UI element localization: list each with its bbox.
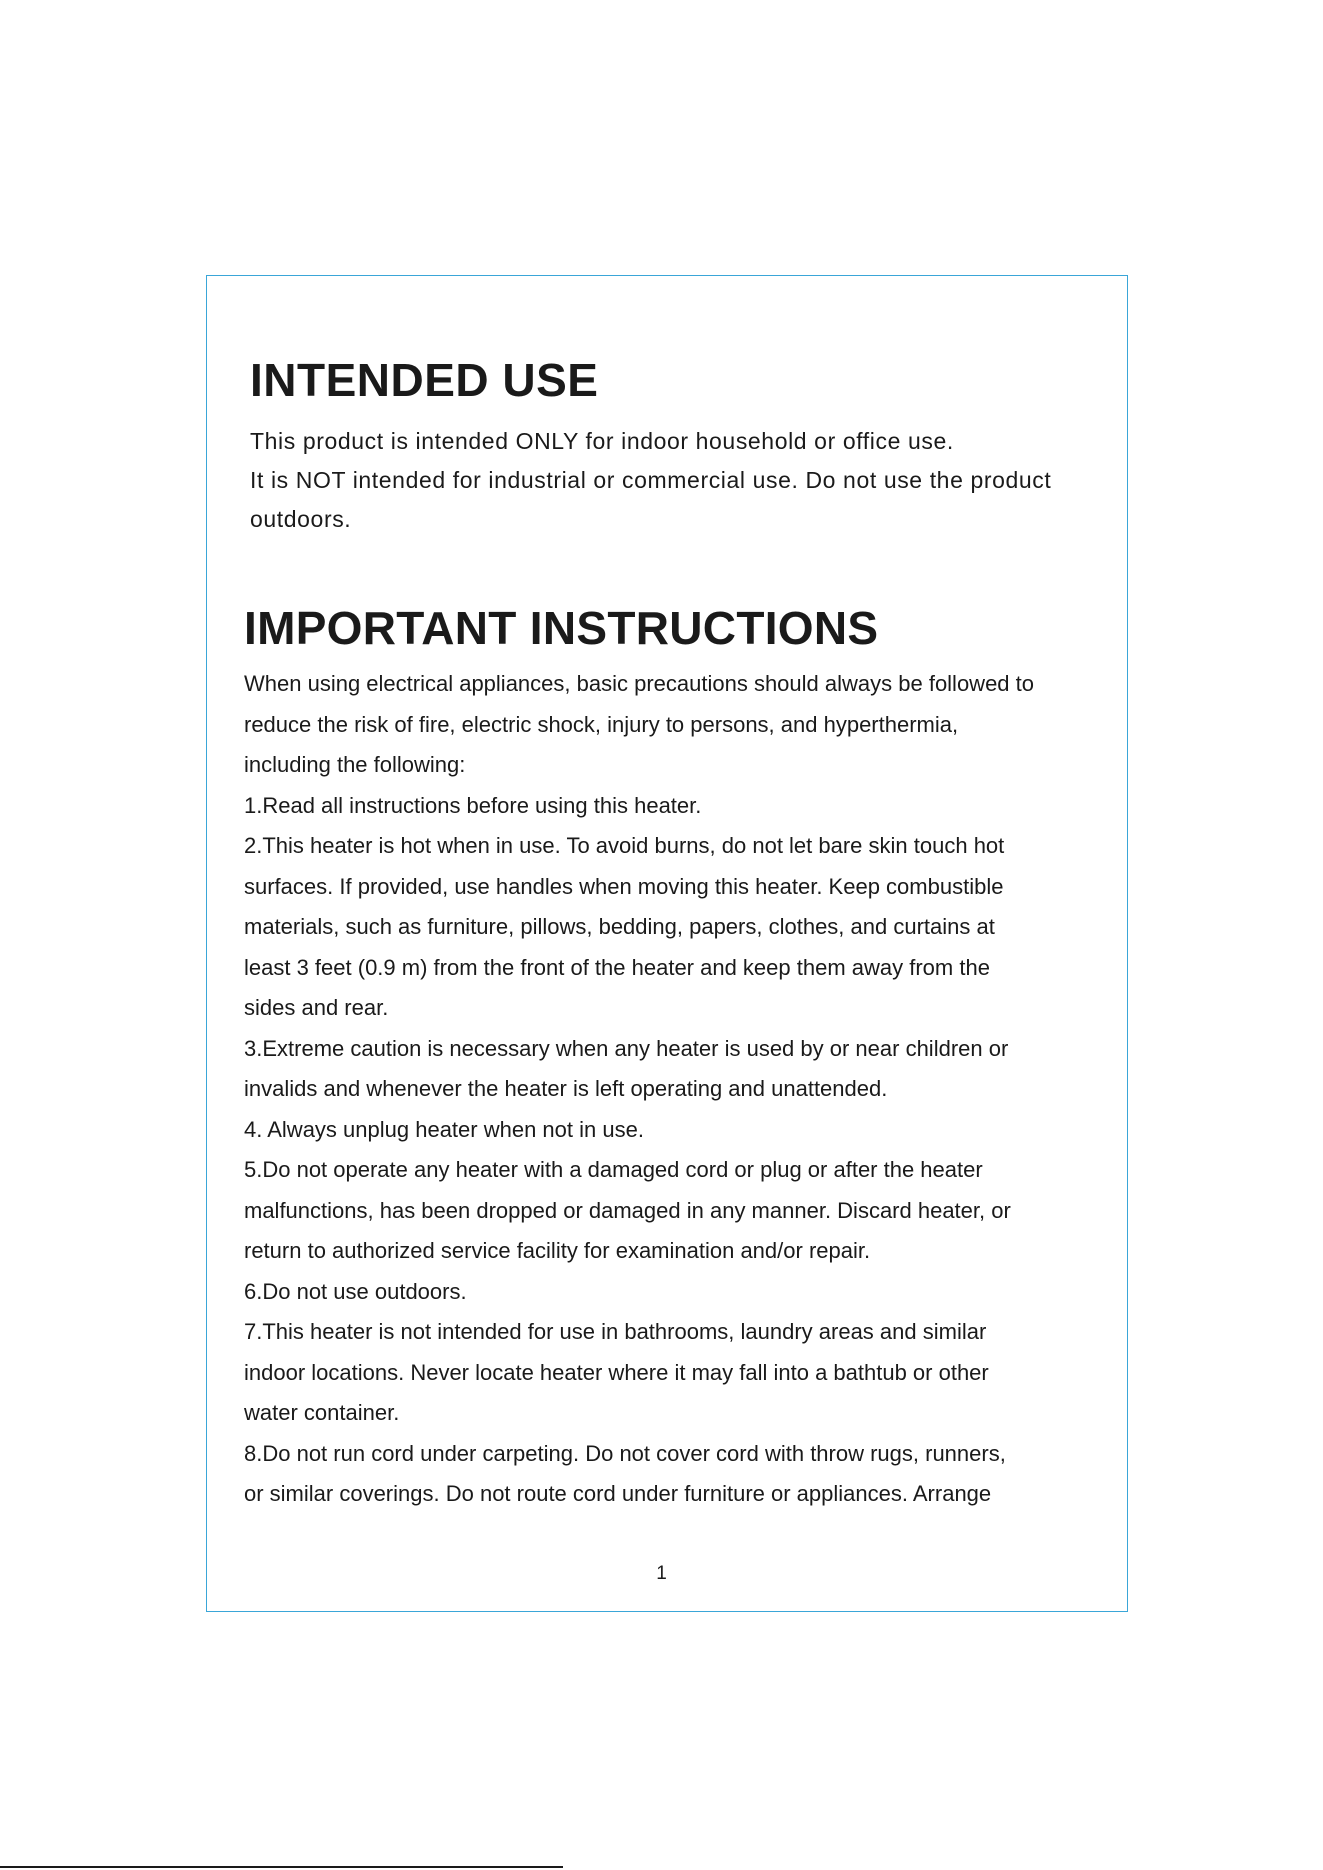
instruction-line: water container. xyxy=(244,1400,400,1425)
instruction-line: return to authorized service facility for examination and/or repair. xyxy=(244,1238,871,1263)
instruction-line: 1.Read all instructions before using this heater. xyxy=(244,792,702,818)
important-instructions-section xyxy=(244,600,1084,1515)
instruction-line: 3.Extreme caution is necessary when any heater is used by or near children or xyxy=(244,1035,1009,1061)
instruction-line: sides and rear. xyxy=(244,995,389,1020)
intended-use-section xyxy=(250,352,1110,539)
instruction-line: 6.Do not use outdoors. xyxy=(244,1278,467,1304)
instruction-line: indoor locations. Never locate heater where it may fall into a bathtub or other xyxy=(244,1359,989,1385)
instruction-line: materials, such as furniture, pillows, bedding, papers, clothes, and curtains at xyxy=(244,914,995,939)
instruction-line: 5.Do not operate any heater with a damaged cord or plug or after the heater xyxy=(244,1157,983,1182)
instruction-line: 4. Always unplug heater when not in use. xyxy=(244,1116,644,1142)
intended-use-line: outdoors. xyxy=(250,506,352,532)
important-instructions-heading: IMPORTANT INSTRUCTIONS xyxy=(244,602,879,654)
instruction-line: invalids and whenever the heater is left operating and unattended. xyxy=(244,1076,888,1101)
instruction-line: 2.This heater is hot when in use. To avoid burns, do not let bare skin touch hot xyxy=(244,833,1005,858)
instruction-line: 8.Do not run cord under carpeting. Do not cover cord with throw rugs, runners, xyxy=(244,1440,1006,1466)
instruction-line: including the following: xyxy=(244,752,466,777)
intended-use-line: This product is intended ONLY for indoor household or office use. xyxy=(250,428,954,454)
instruction-line: When using electrical appliances, basic precautions should always be followed to xyxy=(244,671,1035,696)
instruction-line: or similar coverings. Do not route cord under furniture or appliances. Arrange xyxy=(244,1481,992,1506)
instruction-line: surfaces. If provided, use handles when moving this heater. Keep combustible xyxy=(244,873,1004,899)
page-number: 1 xyxy=(656,1563,667,1584)
instruction-line: malfunctions, has been dropped or damaged in any manner. Discard heater, or xyxy=(244,1197,1011,1223)
bottom-rule xyxy=(0,1866,563,1868)
intended-use-body xyxy=(250,422,1110,539)
important-instructions-body xyxy=(244,664,1084,1515)
intended-use-line: It is NOT intended for industrial or commercial use. Do not use the product xyxy=(250,467,1052,493)
intended-use-heading: INTENDED USE xyxy=(250,354,599,406)
instruction-line: least 3 feet (0.9 m) from the front of the heater and keep them away from the xyxy=(244,954,990,980)
instruction-line: reduce the risk of fire, electric shock, injury to persons, and hyperthermia, xyxy=(244,711,959,737)
instruction-line: 7.This heater is not intended for use in bathrooms, laundry areas and similar xyxy=(244,1319,987,1344)
